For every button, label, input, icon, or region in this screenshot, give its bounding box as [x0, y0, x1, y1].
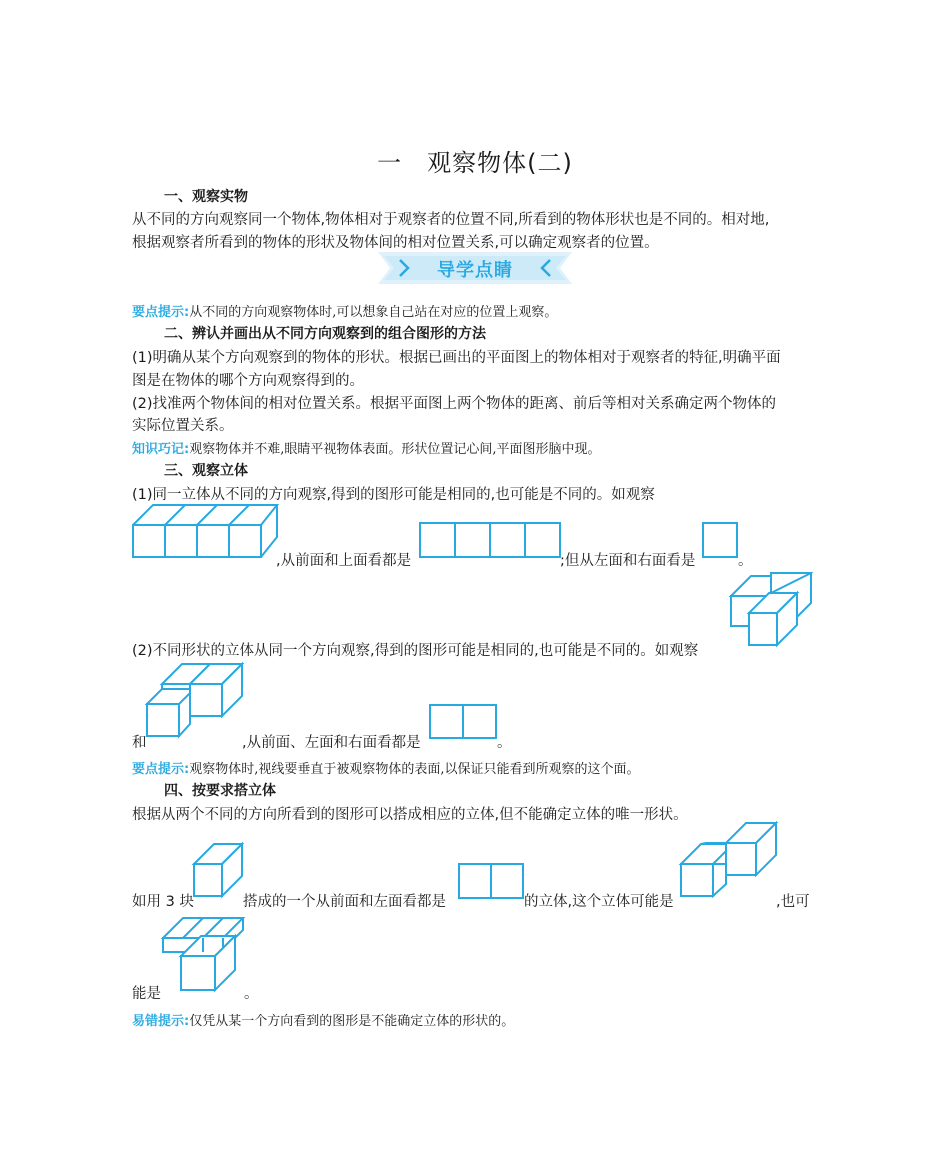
- section2-p2-line1: (2)找准两个物体间的相对位置关系。根据平面图上两个物体的距离、前后等相对关系确定两个物体的: [132, 396, 777, 412]
- four-cubes-row-figure: [132, 504, 278, 558]
- view-two-squares: [429, 704, 497, 740]
- section4-p3-b: 。: [244, 986, 259, 1002]
- section3-p1-end: 。: [738, 553, 753, 569]
- section3-p1-mid: ,从前面和上面看都是: [276, 553, 412, 569]
- tip-common-mistake: [132, 1010, 514, 1029]
- view-two-squares-b: [458, 863, 524, 899]
- section2-p1-line2: 图是在物体的哪个方向观察得到的。: [132, 373, 364, 389]
- possible-solid-figure-2: [162, 908, 246, 992]
- section4-p2-d: ,也可: [776, 894, 810, 910]
- section3-p2-he: 和: [132, 735, 147, 751]
- page-title: 一 观察物体(二): [377, 149, 573, 177]
- section-heading-build-solids: 四、按要求搭立体: [164, 783, 276, 799]
- tip-memory-rhyme: [132, 438, 600, 457]
- tip-key-points-2: [132, 758, 639, 777]
- front-view-four-squares: [419, 522, 561, 558]
- section4-p3-a: 能是: [132, 986, 161, 1002]
- section3-p1: (1)同一立体从不同的方向观察,得到的图形可能是相同的,也可能是不同的。如观察: [132, 487, 655, 503]
- possible-solid-figure-1: [680, 822, 778, 898]
- section1-line2: 根据观察者所看到的物体的形状及物体间的相对位置关系,可以确定观察者的位置。: [132, 235, 659, 251]
- section1-line1: 从不同的方向观察同一个物体,物体相对于观察者的位置不同,所看到的物体形状也是不同的。相对地,: [132, 212, 770, 228]
- section-heading-observe-solids: 三、观察立体: [164, 463, 248, 479]
- single-cube-figure: [193, 843, 243, 897]
- tip-text: 从不同的方向观察物体时,可以想象自己站在对应的位置上观察。: [189, 305, 558, 320]
- section3-p2-end: 。: [497, 735, 512, 751]
- section4-p2-b: 搭成的一个从前面和左面看都是: [243, 894, 446, 910]
- guide-banner: [378, 250, 572, 286]
- tip-label: 要点提示:: [132, 305, 190, 320]
- section3-p1-mid2: ;但从左面和右面看是: [560, 553, 696, 569]
- section2-p1-line1: (1)明确从某个方向观察到的物体的形状。根据已画出的平面图上的物体相对于观察者的特征,明确平面: [132, 350, 781, 366]
- tip-text: 观察物体时,视线要垂直于被观察物体的表面,以保证只能看到所观察的这个面。: [189, 762, 640, 777]
- section-heading-identify-method: 二、辨认并画出从不同方向观察到的组合图形的方法: [164, 326, 486, 342]
- tip-label: 知识巧记:: [132, 442, 190, 457]
- section3-p2: (2)不同形状的立体从同一个方向观察,得到的图形可能是相同的,也可能是不同的。如观察: [132, 643, 699, 659]
- side-view-single-square: [702, 522, 738, 558]
- section4-p2-a: 如用 3 块: [132, 894, 194, 910]
- section-heading-observe-objects: 一、观察实物: [164, 189, 248, 205]
- tip-text: 仅凭从某一个方向看到的图形是不能确定立体的形状的。: [189, 1014, 515, 1029]
- stepped-solid-figure: [146, 662, 244, 738]
- section2-p2-line2: 实际位置关系。: [132, 418, 234, 434]
- tip-label: 要点提示:: [132, 762, 190, 777]
- tip-key-points-1: [132, 301, 557, 320]
- tip-label: 易错提示:: [132, 1014, 190, 1029]
- section3-p2-mid: ,从前面、左面和右面看都是: [242, 735, 421, 751]
- l-shaped-solid-figure-a: [730, 572, 814, 648]
- tip-text: 观察物体并不难,眼睛平视物体表面。形状位置记心间,平面图形脑中现。: [189, 442, 601, 457]
- section4-p2-c: 的立体,这个立体可能是: [524, 894, 674, 910]
- banner-title: 导学点睛: [437, 260, 513, 281]
- section4-p1: 根据从两个不同的方向所看到的图形可以搭成相应的立体,但不能确定立体的唯一形状。: [132, 807, 688, 823]
